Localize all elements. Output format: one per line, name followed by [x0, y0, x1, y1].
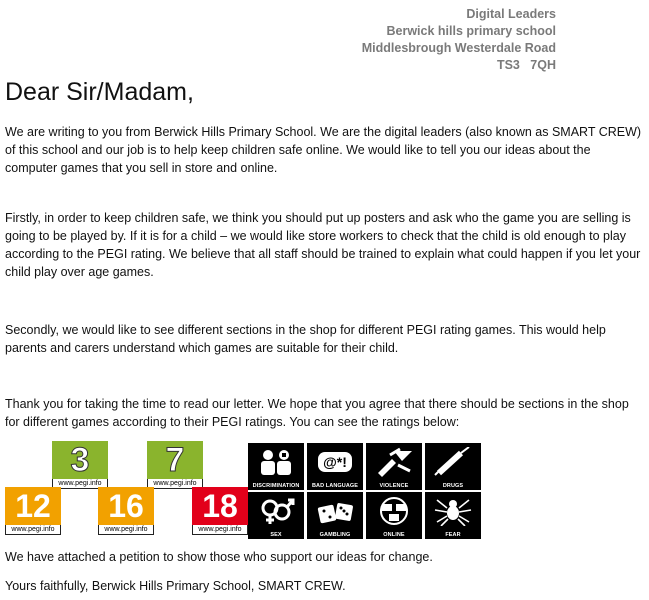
discrimination-icon — [250, 445, 302, 478]
descriptor-sex — [248, 492, 304, 539]
paragraph-intro: We are writing to you from Berwick Hills Primary School. We are the digital leaders (also known as SMART CREW) of this school and our job is to help keep children safe online. We would like to tell you our ideas about the computer games that you sell in store and online. — [5, 125, 642, 175]
descriptor-label: ONLINE — [383, 532, 405, 538]
address-line: Middlesbrough Westerdale Road — [361, 41, 556, 55]
pegi-3-logo — [52, 441, 108, 489]
rating-number: 16 — [108, 487, 144, 524]
pegi-12-logo — [5, 487, 61, 535]
descriptor-label: DISCRIMINATION — [252, 483, 300, 489]
sex-icon — [250, 494, 302, 527]
speech-bubble: @*! — [318, 452, 352, 472]
descriptor-bad-language — [307, 443, 363, 490]
descriptor-gambling — [307, 492, 363, 539]
pegi-16-number — [98, 487, 154, 525]
descriptor-violence — [366, 443, 422, 490]
pegi-16-logo — [98, 487, 154, 535]
violence-icon — [368, 445, 420, 478]
fear-icon — [427, 494, 479, 527]
pegi-7-number — [147, 441, 203, 479]
pegi-18-logo — [192, 487, 248, 535]
pegi-3-number — [52, 441, 108, 479]
descriptor-discrimination — [248, 443, 304, 490]
pegi-18-number — [192, 487, 248, 525]
paragraph-secondly: Secondly, we would like to see different sections in the shop for different PEGI rating games. This would help parents and carers understand which games are suitable for their child. — [5, 323, 606, 355]
gambling-icon — [309, 494, 361, 527]
online-icon — [368, 494, 420, 527]
address-line: Berwick hills primary school — [386, 24, 556, 38]
paragraph-firstly: Firstly, in order to keep children safe, we think you should put up posters and ask who the game you are selling is going to be played by. If it is for a child – we would like store workers to check that the child is old enough to play according to the PEGI rating. We believe that all staff should be trained to explain what could happen if you let your child play over age games. — [5, 211, 641, 279]
pegi-url: www.pegi.info — [98, 525, 154, 535]
rating-number: 12 — [15, 487, 51, 524]
pegi-7-logo — [147, 441, 203, 489]
descriptor-label: SEX — [270, 532, 282, 538]
descriptor-online — [366, 492, 422, 539]
pegi-url: www.pegi.info — [147, 479, 203, 489]
pegi-url: www.pegi.info — [5, 525, 61, 535]
pegi-12-number — [5, 487, 61, 525]
descriptor-drugs — [425, 443, 481, 490]
drugs-icon — [427, 445, 479, 478]
descriptor-label: BAD LANGUAGE — [311, 483, 359, 489]
rating-number: 7 — [165, 440, 185, 479]
paragraph-petition: We have attached a petition to show those who support our ideas for change. — [5, 550, 433, 564]
descriptor-fear — [425, 492, 481, 539]
rating-number: 3 — [70, 440, 90, 479]
descriptor-label: GAMBLING — [319, 532, 351, 538]
salutation: Dear Sir/Madam, — [5, 78, 194, 106]
address-line: Digital Leaders — [466, 7, 556, 21]
pegi-url: www.pegi.info — [52, 479, 108, 489]
sign-off: Yours faithfully, Berwick Hills Primary School, SMART CREW. — [5, 579, 346, 593]
pegi-url: www.pegi.info — [192, 525, 248, 535]
paragraph-thanks: Thank you for taking the time to read our letter. We hope that you agree that there should be sections in the shop for different games according to their PEGI ratings. You can see the ratings below: — [5, 397, 629, 429]
descriptor-label: FEAR — [445, 532, 461, 538]
address-line: TS3 7QH — [496, 58, 556, 72]
bad-language-icon — [309, 445, 361, 478]
sender-address — [362, 6, 556, 74]
descriptor-label: DRUGS — [442, 483, 464, 489]
descriptor-label: VIOLENCE — [379, 483, 409, 489]
rating-number: 18 — [202, 487, 238, 524]
